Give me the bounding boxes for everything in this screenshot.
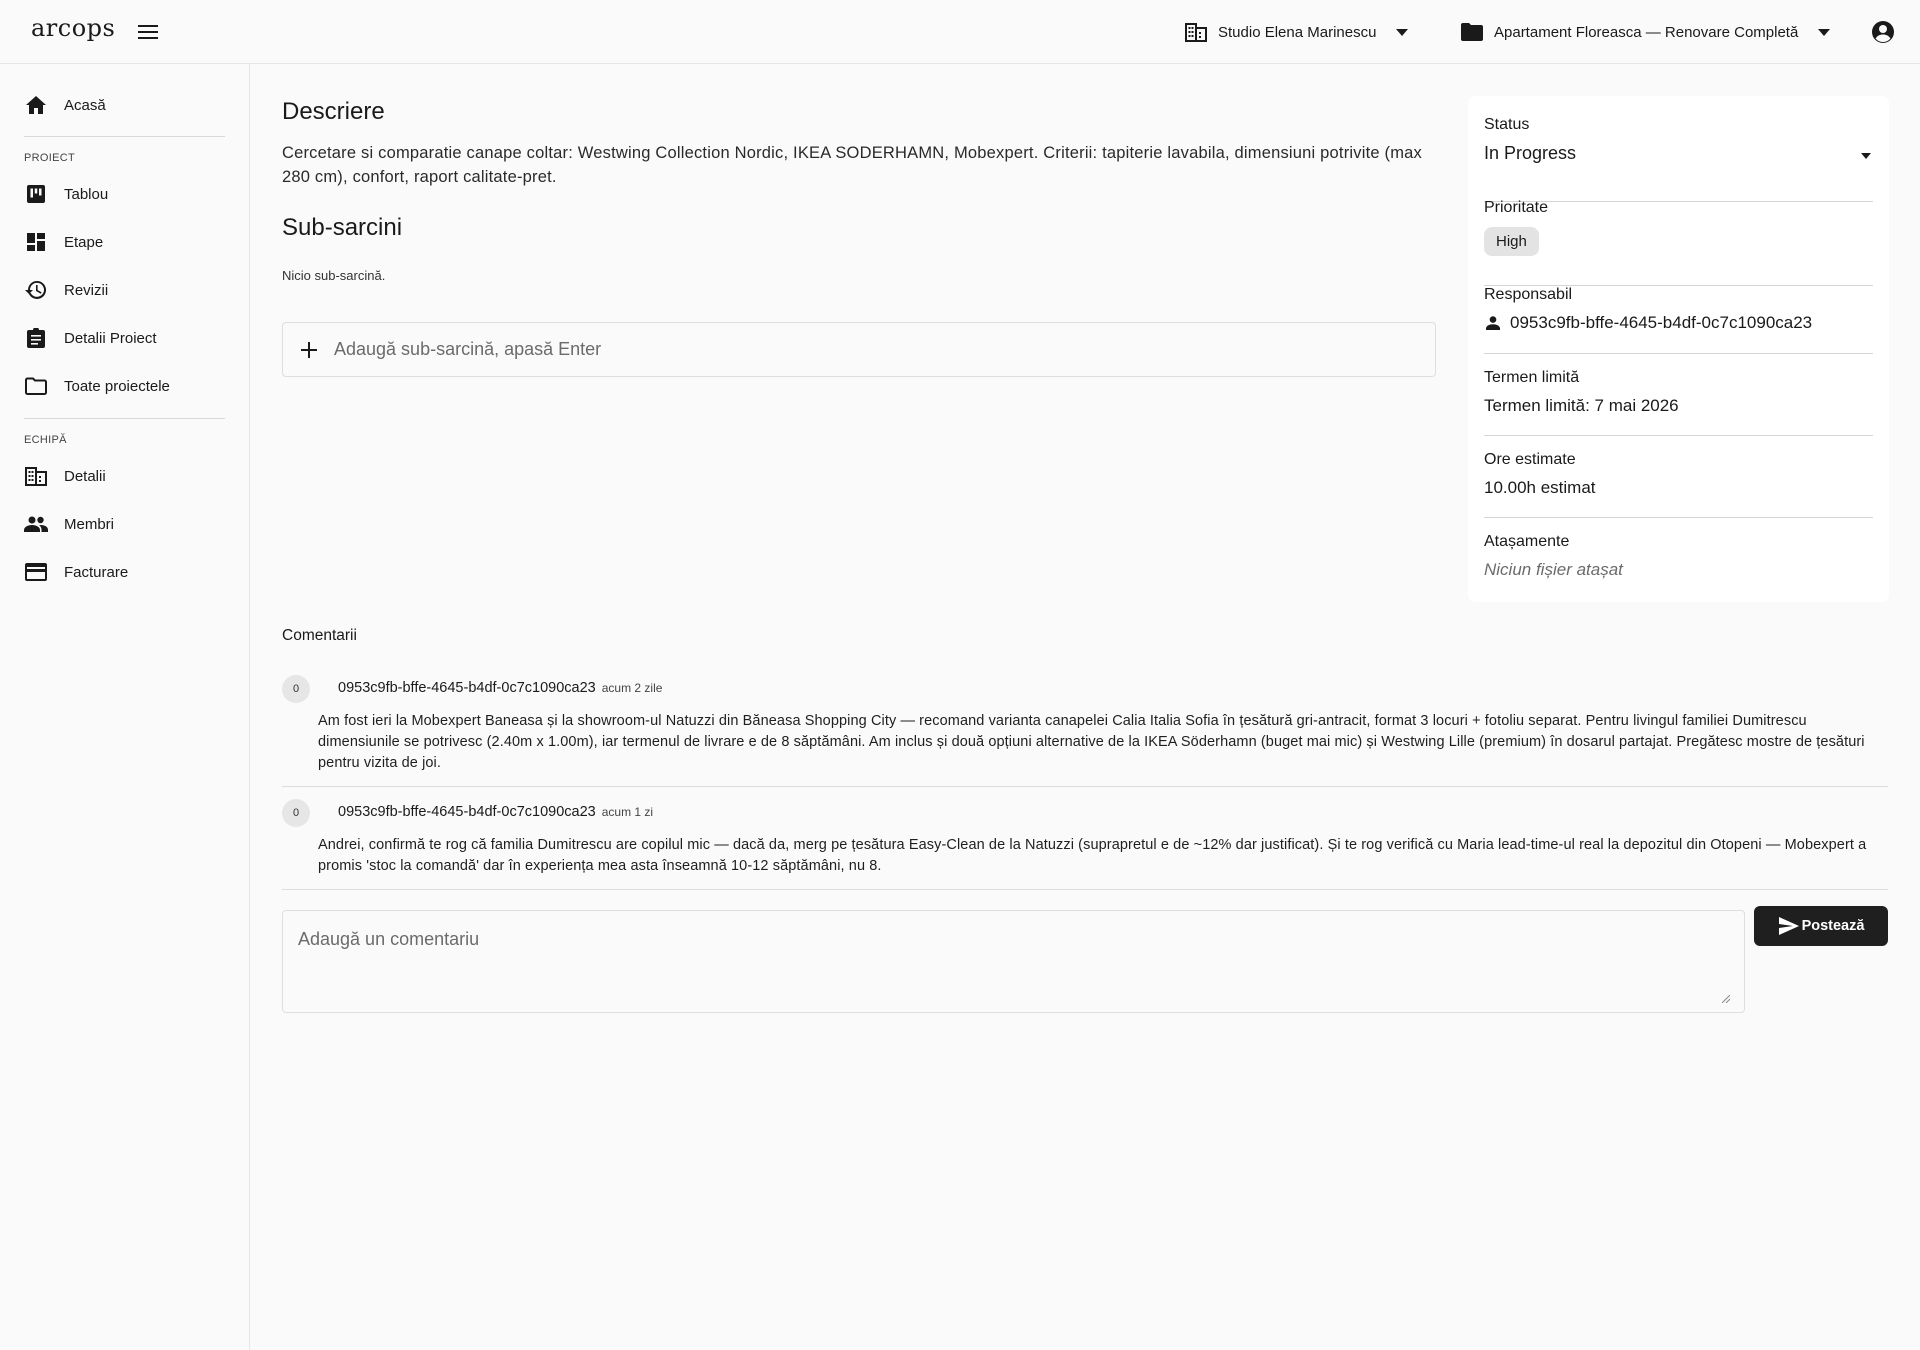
assignment-icon (24, 326, 48, 350)
priority-chip[interactable]: High (1484, 227, 1539, 256)
send-icon (1778, 915, 1800, 937)
building-icon (1184, 20, 1208, 44)
estimated-hours-label: Ore estimate (1484, 451, 1576, 468)
section-label-team: ECHIPĂ (24, 434, 67, 446)
menu-icon[interactable] (136, 20, 160, 44)
divider (24, 136, 225, 137)
sidebar-item-revisions[interactable] (0, 268, 249, 312)
status-label: Status (1484, 116, 1530, 133)
comment-header (338, 680, 662, 696)
new-comment-textarea[interactable] (282, 910, 1745, 1013)
dashboard-icon (24, 230, 48, 254)
description-text: Cercetare si comparatie canape coltar: Westwing Collection Nordic, IKEA SODERHAMN, Mobexpert. Criterii: tapiterie lavabila, dimensiuni potrivite (max 280 cm), confort, raport calitate-pret. (282, 144, 1423, 186)
avatar: 0 (282, 799, 310, 827)
chevron-down-icon (1812, 20, 1836, 44)
top-app-bar (0, 0, 1920, 64)
subtasks-title: Sub-sarcini (282, 214, 403, 241)
sidebar-item-label: Membri (64, 515, 115, 533)
folder-icon (1460, 20, 1484, 44)
sidebar-item-billing[interactable] (0, 550, 249, 594)
sidebar-item-home[interactable] (0, 83, 249, 127)
chevron-down-icon (1390, 20, 1414, 44)
deadline-label: Termen limită (1484, 369, 1580, 386)
attachments-empty: Niciun fișier atașat (1484, 560, 1623, 579)
priority-label: Prioritate (1484, 199, 1549, 216)
sidebar-item-label: Etape (64, 233, 104, 251)
project-selector[interactable] (1460, 18, 1836, 46)
comment-time: acum 2 zile (601, 681, 663, 695)
assignee-label: Responsabil (1484, 286, 1573, 303)
sidebar (0, 64, 250, 1350)
home-icon (24, 93, 48, 117)
studio-selector[interactable] (1184, 18, 1414, 46)
divider (1484, 435, 1873, 436)
building-icon (24, 464, 48, 488)
post-comment-button[interactable] (1754, 906, 1888, 946)
subtask-input[interactable] (282, 322, 1436, 377)
divider (24, 418, 225, 419)
divider (1484, 517, 1873, 518)
sidebar-item-stages[interactable] (0, 220, 249, 264)
task-details-panel (1468, 96, 1889, 602)
divider (282, 889, 1888, 890)
assignee-field (1484, 286, 1873, 333)
chevron-down-icon (1861, 143, 1871, 164)
status-field[interactable] (1484, 116, 1873, 164)
sidebar-item-board[interactable] (0, 172, 249, 216)
sidebar-item-label: Toate proiectele (64, 377, 170, 395)
comment-time: acum 1 zi (601, 805, 654, 819)
comment-body: Andrei, confirmă te rog că familia Dumitrescu are copilul mic — dacă da, merg pe țesătura Easy-Clean de la Natuzzi (suprapretul e de ~12% dar justificat). Și te rog verifică cu Maria lead-time-ul real la depozitul din Otopeni — Mobexpert a promis 'stoc la comandă' dar în experiența mea asta înseamnă 10-12 săptămâni, nu 8. (318, 837, 1867, 874)
sidebar-item-members[interactable] (0, 502, 249, 546)
people-icon (24, 512, 48, 536)
sidebar-item-label: Detalii (64, 467, 106, 485)
sidebar-item-label: Detalii Proiect (64, 329, 157, 347)
estimated-hours-field[interactable] (1484, 451, 1873, 498)
folder-icon (24, 374, 48, 398)
project-name: Apartament Floreasca — Renovare Completă (1494, 23, 1799, 41)
plus-icon (297, 338, 321, 362)
sidebar-item-project-details[interactable] (0, 316, 249, 360)
sidebar-item-label: Revizii (64, 281, 109, 299)
empty-subtasks-message: Nicio sub-sarcină. (282, 268, 386, 283)
sidebar-item-team-details[interactable] (0, 454, 249, 498)
subtask-input-placeholder: Adaugă sub-sarcină, apasă Enter (334, 339, 602, 359)
comment-item (282, 799, 1888, 890)
post-comment-label: Postează (1801, 918, 1865, 934)
deadline-field[interactable] (1484, 369, 1873, 416)
comments-title: Comentarii (282, 627, 357, 644)
person-icon (1484, 314, 1502, 332)
assignee-value-row[interactable] (1484, 313, 1873, 333)
attachments-field (1484, 533, 1873, 580)
account-circle-icon[interactable] (1870, 19, 1896, 45)
studio-name: Studio Elena Marinescu (1218, 23, 1377, 41)
section-label-project: PROIECT (24, 152, 75, 164)
comment-body: Am fost ieri la Mobexpert Baneasa și la showroom-ul Natuzzi din Băneasa Shopping City — recomand varianta canapelei Calia Italia Sofia în țesătură gri-antracit, format 3 locuri + fotoliu separat. Pentru livingul familiei Dumitrescu dimensiunile se potrivesc (2.40m x 1.00m), iar termenul de livrare e de 8 săptămâni. Am inclus și două opțiuni alternative de la IKEA Söderhamn (buget mai mic) și Westwing Lille (premium) în dosarul partajat. Pregătesc mostre de țesături pentru vizita de joi. (318, 713, 1865, 771)
sidebar-item-all-projects[interactable] (0, 364, 249, 408)
credit-card-icon (24, 560, 48, 584)
sidebar-item-label: Acasă (64, 96, 106, 114)
board-icon (24, 182, 48, 206)
new-comment-placeholder: Adaugă un comentariu (298, 929, 480, 949)
sidebar-item-label: Facturare (64, 563, 129, 581)
divider (282, 786, 1888, 787)
app-logo[interactable]: arcops (31, 14, 116, 42)
description-title: Descriere (282, 98, 385, 125)
resize-handle-icon[interactable] (1722, 990, 1730, 998)
comment-author: 0953c9fb-bffe-4645-b4df-0c7c1090ca23 (338, 680, 596, 696)
avatar: 0 (282, 675, 310, 703)
comment-header (338, 804, 653, 820)
comment-item (282, 675, 1888, 787)
assignee-value: 0953c9fb-bffe-4645-b4df-0c7c1090ca23 (1510, 313, 1813, 332)
estimated-hours-value: 10.00h estimat (1484, 478, 1596, 497)
sidebar-item-label: Tablou (64, 185, 109, 203)
history-icon (24, 278, 48, 302)
status-value: In Progress (1484, 143, 1577, 163)
divider (1484, 353, 1873, 354)
priority-field (1484, 199, 1873, 256)
deadline-value: Termen limită: 7 mai 2026 (1484, 396, 1679, 415)
attachments-label: Atașamente (1484, 533, 1570, 550)
comment-author: 0953c9fb-bffe-4645-b4df-0c7c1090ca23 (338, 804, 596, 820)
